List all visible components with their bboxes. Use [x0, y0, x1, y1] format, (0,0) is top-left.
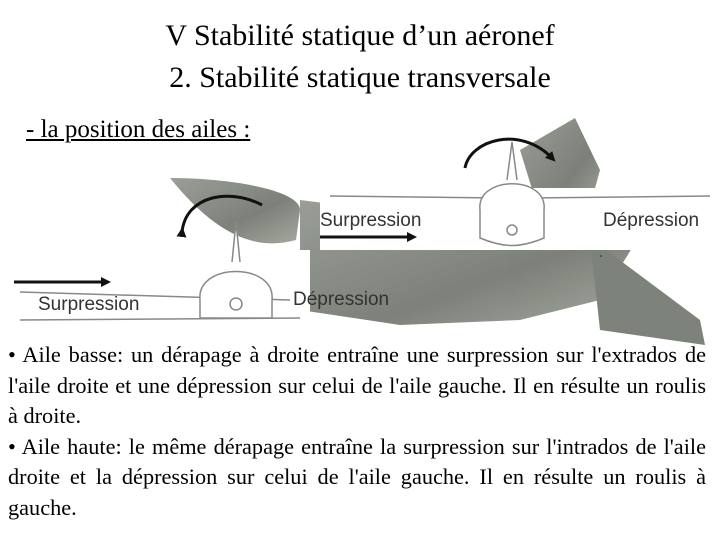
low-wing-left-label: Surpression [38, 294, 140, 315]
slide-title: V Stabilité statique d’un aéronef [165, 19, 555, 52]
bullet-high-wing: • Aile haute: le même dérapage entraîne la surpression sur l'intrados de l'aile droite et la dépression sur celui de l'aile gauche. Il en résulte un roulis à gauche. [8, 433, 706, 520]
high-wing-right-label: Dépression [603, 210, 700, 231]
low-wing-right-label: Dépression [293, 289, 390, 310]
explanation-text [8, 340, 706, 523]
section-label: - la position des ailes : [26, 116, 251, 143]
high-wing-left-label: Surpression [320, 210, 422, 231]
high-wing-aircraft [320, 142, 720, 250]
bullet-low-wing: • Aile basse: un dérapage à droite entraîne une surpression sur l'extrados de l'aile droite et une dépression sur celui de l'aile gauche. Il en résulte un roulis à droite. [8, 342, 706, 428]
slide-subtitle-heading: 2. Stabilité statique transversale [169, 61, 551, 94]
